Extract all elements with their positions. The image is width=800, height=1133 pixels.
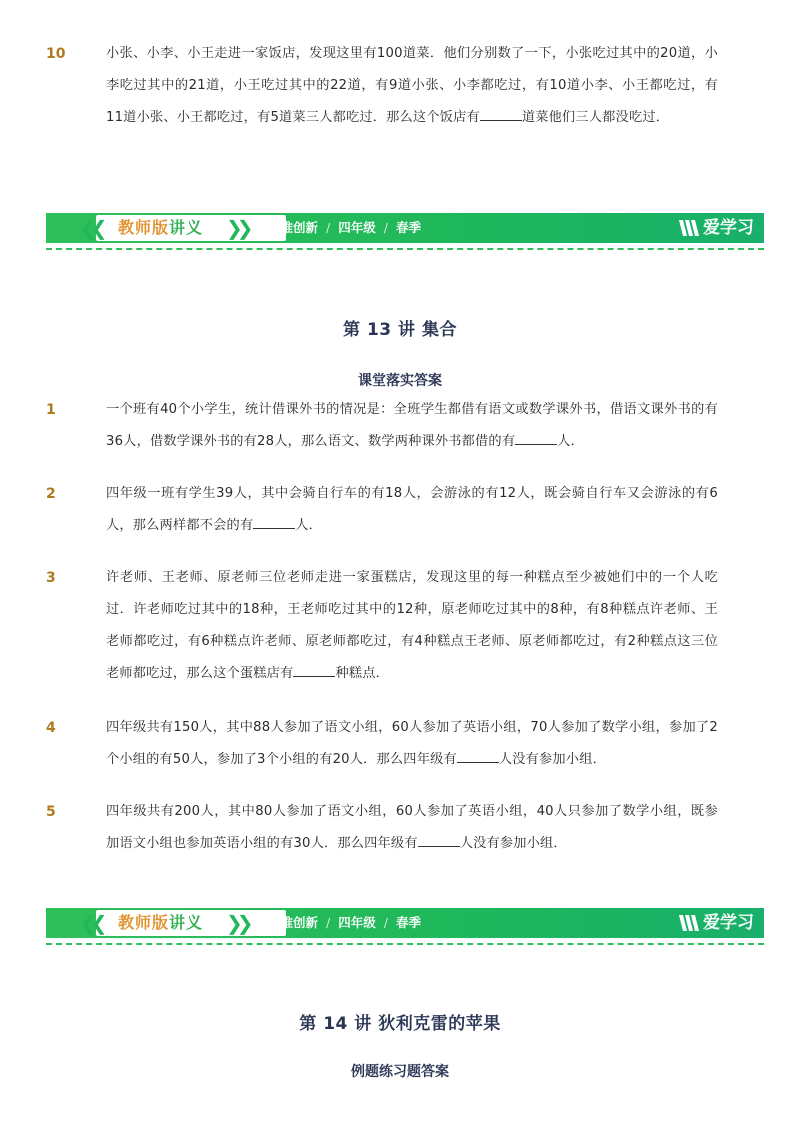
problem-number: 1	[46, 402, 56, 418]
lecture-13-title: 第 13 讲 集合	[343, 320, 457, 340]
answer-blank	[457, 748, 499, 763]
lecture-13-section: 课堂落实答案	[358, 373, 442, 389]
answer-blank	[418, 832, 460, 847]
answer-blank	[253, 514, 295, 529]
problem-text: 一个班有40个小学生，统计借课外书的情况是：全班学生都借有语文或数学课外书，借语文课外书的有36人，借数学课外书的有28人，那么语文、数学两种课外书都借的有 人．	[106, 402, 718, 449]
brand-logo: 爱学习	[678, 216, 754, 240]
lecture-14-section: 例题练习题答案	[351, 1064, 449, 1080]
brand-logo: 爱学习	[678, 911, 754, 935]
chevron-right-icon: ❯❯	[226, 911, 248, 935]
banner-title: 教师版讲义	[118, 218, 204, 237]
problem-number: 10	[46, 46, 66, 62]
problem-number: 2	[46, 486, 56, 502]
logo-icon	[678, 913, 700, 933]
problem-number: 3	[46, 570, 56, 586]
banner-title: 教师版讲义	[118, 913, 204, 932]
header-banner	[46, 908, 764, 948]
chevron-left-icon: ❮❮	[80, 216, 102, 240]
answer-blank	[515, 430, 557, 445]
problem-text: 小张、小李、小王走进一家饭店，发现这里有100道菜．他们分别数了一下，小张吃过其中的20道，小李吃过其中的21道，小王吃过其中的22道，有9道小张、小李都吃过，有10道小李、小王都吃过，有11道小张、小王都吃过，有5道菜三人都吃过．那么这个饭店有 道菜他们三人都没吃过．	[106, 46, 718, 125]
problem-number: 4	[46, 720, 56, 736]
problem-text: 四年级共有200人，其中80人参加了语文小组，60人参加了英语小组，40人只参加了数学小组，既参加语文小组也参加英语小组的有30人．那么四年级有 人没有参加小组．	[106, 804, 718, 851]
chevron-right-icon: ❯❯	[226, 216, 248, 240]
lecture-14-title: 第 14 讲 狄利克雷的苹果	[299, 1014, 501, 1034]
problem-text: 四年级共有150人，其中88人参加了语文小组，60人参加了英语小组，70人参加了数学小组，参加了2个小组的有50人，参加了3个小组的有20人．那么四年级有 人没有参加小组．	[106, 720, 718, 767]
banner-subtitle: 思维创新 / 四年级 / 春季	[268, 220, 421, 235]
header-banner	[46, 213, 764, 253]
chevron-left-icon: ❮❮	[80, 911, 102, 935]
problem-number: 5	[46, 804, 56, 820]
problem-text: 四年级一班有学生39人，其中会骑自行车的有18人，会游泳的有12人，既会骑自行车又会游泳的有6人，那么两样都不会的有 人．	[106, 486, 718, 533]
answer-blank	[293, 662, 335, 677]
banner-subtitle: 思维创新 / 四年级 / 春季	[268, 915, 421, 930]
answer-blank	[480, 106, 522, 121]
problem-text: 许老师、王老师、原老师三位老师走进一家蛋糕店，发现这里的每一种糕点至少被她们中的一个人吃过．许老师吃过其中的18种，王老师吃过其中的12种，原老师吃过其中的8种，有8种糕点许老师、王老师都吃过，有6种糕点许老师、原老师都吃过，有4种糕点王老师、原老师都吃过，有2种糕点这三位老师都吃过，那么这个蛋糕店有 种糕点．	[106, 570, 718, 681]
logo-icon	[678, 218, 700, 238]
banner-dashed-line	[46, 248, 764, 250]
banner-dashed-line	[46, 943, 764, 945]
